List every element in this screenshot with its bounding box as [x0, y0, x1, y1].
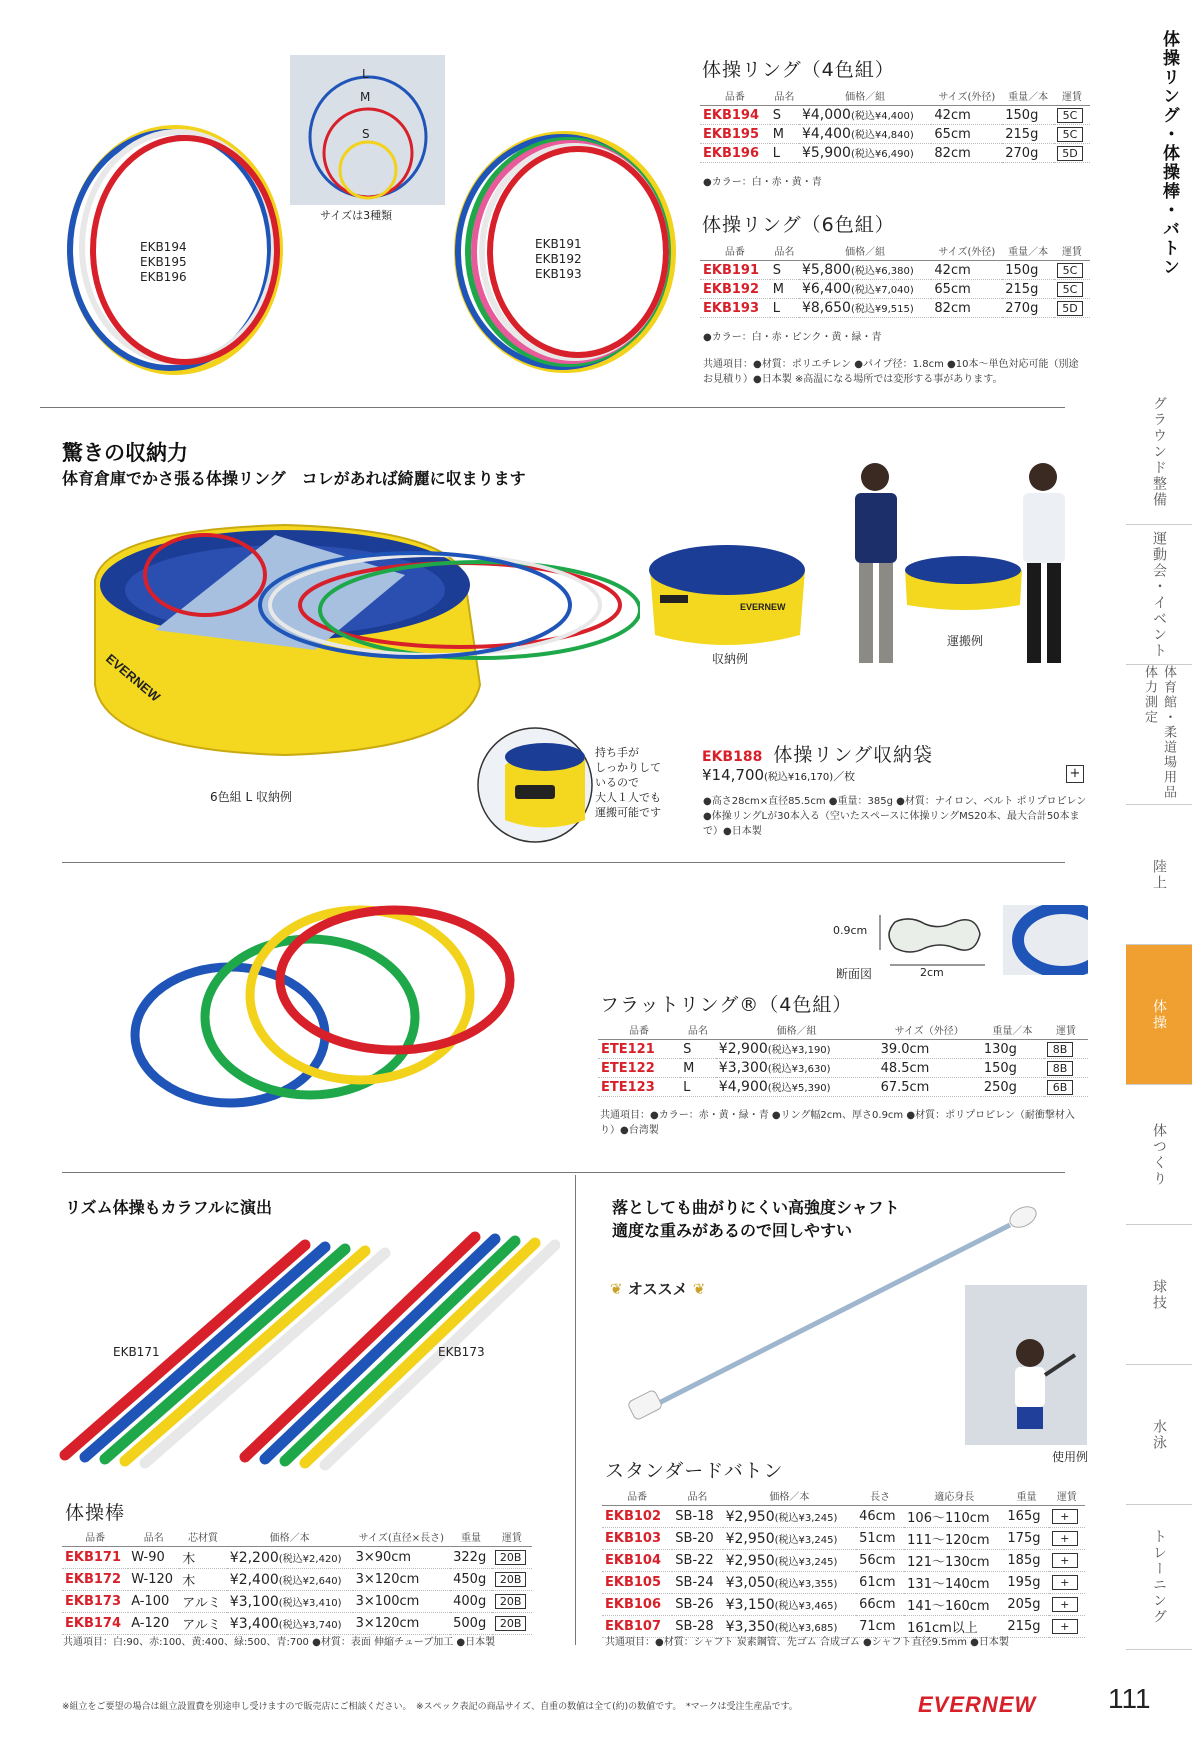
table-row: EKB192 M ¥6,400(税込¥7,040) 65cm 215g 5C — [700, 280, 1090, 299]
flat-diagram-caption: 断面図 — [836, 967, 873, 981]
table-row: EKB172 W-120 木 ¥2,400(税込¥2,640) 3×120cm 450g 20B — [62, 1569, 532, 1591]
bar-label-left: EKB171 — [113, 1345, 160, 1359]
flat-title: フラットリング®（4色組） — [600, 994, 853, 1016]
footer-note: ※組立をご要望の場合は組立設置費を別途申し受けますので販売店にご相談ください。 ※スペック表記の商品サイズ、自重の数値は全て(約)の数値です。 *マークは受注生産品です。 — [62, 1702, 798, 1712]
table-row: ETE122 M ¥3,300(税込¥3,630) 48.5cm 150g 8B — [598, 1059, 1088, 1078]
flat-table: 品番 品名 価格／組 サイズ（外径） 重量／本 運賃 ETE121 S ¥2,900(税込¥3,190) 39.0cm 130g 8B ETE122 M ¥3,300(税込¥3,630) 48.5cm 150g 8B ETE123 L ¥4,900(税込¥5,390) 67.5cm 250g 6B — [598, 1020, 1088, 1097]
bar-note: 共通項目：白:90、赤:100、黄:400、緑:500、青:700 ●材質：表面 伸縮チューブ加工 ●日本製 — [63, 1637, 496, 1648]
tab-ball[interactable]: 球技 — [1126, 1225, 1192, 1365]
divider — [40, 407, 1065, 408]
laurel-icon: ❦ — [692, 1280, 706, 1298]
bar-title: 体操棒 — [65, 1502, 126, 1524]
tab-training[interactable]: トレーニング — [1126, 1505, 1192, 1650]
baton-usage-photo — [965, 1285, 1087, 1445]
brand-logo: EVERNEW — [918, 1692, 1037, 1717]
bar-headline: リズム体操もカラフルに演出 — [65, 1198, 273, 1217]
table-row: EKB191 S ¥5,800(税込¥6,380) 42cm 150g 5C — [700, 261, 1090, 280]
ring4-color-note: ●カラー：白・赤・黄・青 — [703, 177, 822, 188]
storage-product: EKB188 体操リング収納袋 — [702, 744, 934, 766]
storage-note: ●高さ28cm×直径85.5cm ●重量：385g ●材質：ナイロン、ベルト ポリプロピレン ●体操リングLが30本入る（空いたスペースに体操リングMS20本、最大合計50本まで）●日本製 — [703, 796, 1087, 837]
tab-gym[interactable]: 体育館・柔道場用品 体力測定 — [1126, 665, 1192, 805]
table-row: EKB173 A-100 アルミ ¥3,100(税込¥3,410) 3×100cm 400g 20B — [62, 1591, 532, 1613]
ring6-title: 体操リング（6色組） — [702, 214, 895, 236]
ring6-color-note: ●カラー：白・赤・ピンク・黄・緑・青 — [703, 332, 882, 343]
table-row: EKB171 W-90 木 ¥2,200(税込¥2,420) 3×90cm 322g 20B — [62, 1547, 532, 1569]
tab-gymnastics[interactable]: 体操 — [1126, 945, 1192, 1085]
table-row: EKB174 A-120 アルミ ¥3,400(税込¥3,740) 3×120cm 500g 20B — [62, 1613, 532, 1635]
storage-order-plus-icon: + — [1066, 765, 1084, 783]
svg-text:EVERNEW: EVERNEW — [740, 602, 786, 612]
flat-ring-photo — [1003, 905, 1088, 975]
flat-note: 共通項目：●カラー：赤・黄・緑・青 ●リング幅2cm、厚さ0.9cm ●材質：ポリプロピレン（耐衝撃材入り）●台湾製 — [600, 1110, 1075, 1136]
recommend-badge: ❦ オススメ ❦ — [610, 1280, 706, 1298]
flat-diagram-width: 2cm — [920, 966, 944, 979]
ring-size-inset: L M S — [290, 55, 445, 205]
baton-headline-1: 落としても曲がりにくい高強度シャフト — [612, 1198, 900, 1217]
laurel-icon: ❦ — [610, 1280, 623, 1298]
storage-caption-big: 6色組 L 収納例 — [210, 790, 292, 804]
baton-photo-caption: 使用例 — [1052, 1450, 1089, 1464]
bag-brand: EVERNEW — [103, 650, 164, 705]
ring4-table: 品番 品名 価格／組 サイズ(外径) 重量／本 運賃 EKB194 S ¥4,000(税込¥4,400) 42cm 150g 5C EKB195 M ¥4,400(税込¥4,840) 65cm 215g 5C EKB196 L ¥5,900(税込¥6,490) 82cm 270g 5D — [700, 86, 1090, 163]
ring-6color-codes: EKB191 EKB192 EKB193 — [535, 237, 582, 281]
baton-headline-2: 適度な重みがあるので回しやすい — [612, 1221, 853, 1240]
table-row: EKB104 SB-22 ¥2,950(税込¥3,245) 56cm 121〜130cm 185g + — [602, 1550, 1085, 1572]
storage-subheadline: 体育倉庫でかさ張る体操リング コレがあれば綺麗に収まります — [62, 469, 526, 488]
bag-handle-callout: 持ち手が しっかりして いるので 大人１人でも 運搬可能です — [595, 746, 661, 819]
baton-title: スタンダードバトン — [605, 1460, 784, 1482]
table-row: EKB107 SB-28 ¥3,350(税込¥3,685) 71cm 161cm以上 215g + — [602, 1616, 1085, 1638]
tab-event[interactable]: 運動会・イベント — [1126, 525, 1192, 665]
ring-size-caption: サイズは3種類 — [320, 209, 393, 222]
storage-bag-stored-image — [645, 540, 810, 655]
table-row: EKB196 L ¥5,900(税込¥6,490) 82cm 270g 5D — [700, 144, 1090, 163]
bag-handle-closeup — [475, 725, 595, 845]
flat-ring-image — [130, 895, 520, 1115]
storage-headline: 驚きの収納力 — [62, 441, 188, 465]
ring6-common-note: 共通項目：●材質：ポリエチレン ●パイプ径：1.8cm ●10本〜単色対応可能（別途お見積り）●日本製 ※高温になる場所では変形する事があります。 — [703, 359, 1079, 385]
table-row: EKB194 S ¥4,000(税込¥4,400) 42cm 150g 5C — [700, 106, 1090, 125]
tab-ground[interactable]: グラウンド整備 — [1126, 380, 1192, 525]
column-divider — [575, 1175, 576, 1645]
divider — [62, 1172, 1065, 1173]
table-row: ETE123 L ¥4,900(税込¥5,390) 67.5cm 250g 6B — [598, 1078, 1088, 1097]
ring-4color-codes: EKB194 EKB195 EKB196 — [140, 240, 187, 284]
storage-carry-photo — [845, 455, 1085, 685]
page-number: 111 — [1108, 1683, 1151, 1714]
divider — [62, 862, 1065, 863]
flat-diagram-thickness: 0.9cm — [833, 924, 868, 937]
tab-track[interactable]: 陸上 — [1126, 805, 1192, 945]
table-row: EKB105 SB-24 ¥3,050(税込¥3,355) 61cm 131〜140cm 195g + — [602, 1572, 1085, 1594]
ring6-table: 品番 品名 価格／組 サイズ(外径) 重量／本 運賃 EKB191 S ¥5,800(税込¥6,380) 42cm 150g 5C EKB192 M ¥6,400(税込¥7,040) 65cm 215g 5C EKB193 L ¥8,650(税込¥9,515) 82cm 270g 5D — [700, 241, 1090, 318]
storage-price: ¥14,700(税込¥16,170)／枚 — [702, 766, 856, 784]
baton-note: 共通項目：●材質：シャフト 炭素鋼管、先ゴム 合成ゴム ●シャフト直径9.5mm ●日本製 — [605, 1637, 1009, 1648]
storage-caption-carry: 運搬例 — [947, 634, 984, 648]
table-row: EKB195 M ¥4,400(税込¥4,840) 65cm 215g 5C — [700, 125, 1090, 144]
table-row: EKB102 SB-18 ¥2,950(税込¥3,245) 46cm 106〜110cm 165g + — [602, 1506, 1085, 1528]
table-row: EKB193 L ¥8,650(税込¥9,515) 82cm 270g 5D — [700, 299, 1090, 318]
storage-caption-stored: 収納例 — [712, 652, 749, 666]
baton-table: 品番 品名 価格／本 長さ 適応身長 重量 運賃 EKB102 SB-18 ¥2,950(税込¥3,245) 46cm 106〜110cm 165g + EKB103 SB-20 ¥2,950(税込¥3,245) 51cm 111〜120cm 175g + EKB104 SB-22 ¥2,950(税込¥3,245) 56cm 121〜130cm 185g + EKB105 SB-24 ¥3,050(税込¥3,355) 61cm 131〜140cm 195g + EKB106 SB-26 ¥3,150(税込¥3,465) 66cm 141〜160cm 205g + EKB107 SB-28 ¥3,350(税込¥3,685) 71cm 161cm以上 215g + — [602, 1486, 1085, 1638]
table-row: ETE121 S ¥2,900(税込¥3,190) 39.0cm 130g 8B — [598, 1040, 1088, 1059]
tab-swim[interactable]: 水泳 — [1126, 1365, 1192, 1505]
table-row: EKB106 SB-26 ¥3,150(税込¥3,465) 66cm 141〜160cm 205g + — [602, 1594, 1085, 1616]
bar-table: 品番 品名 芯材質 価格／本 サイズ(直径×長さ) 重量 運賃 EKB171 W-90 木 ¥2,200(税込¥2,420) 3×90cm 322g 20B EKB172 W-120 木 ¥2,400(税込¥2,640) 3×120cm 450g 20B EKB173 A-100 アルミ ¥3,100(税込¥3,410) 3×100cm 400g 20B EKB174 A-120 アルミ ¥3,400(税込¥3,740) 3×120cm 500g 20B — [62, 1527, 532, 1635]
ring4-title: 体操リング（4色組） — [702, 59, 895, 81]
tab-body[interactable]: 体つくり — [1126, 1085, 1192, 1225]
sidebar-title: 体操リング・体操棒・バトン — [1159, 30, 1179, 277]
bar-label-right: EKB173 — [438, 1345, 485, 1359]
table-row: EKB103 SB-20 ¥2,950(税込¥3,245) 51cm 111〜120cm 175g + — [602, 1528, 1085, 1550]
